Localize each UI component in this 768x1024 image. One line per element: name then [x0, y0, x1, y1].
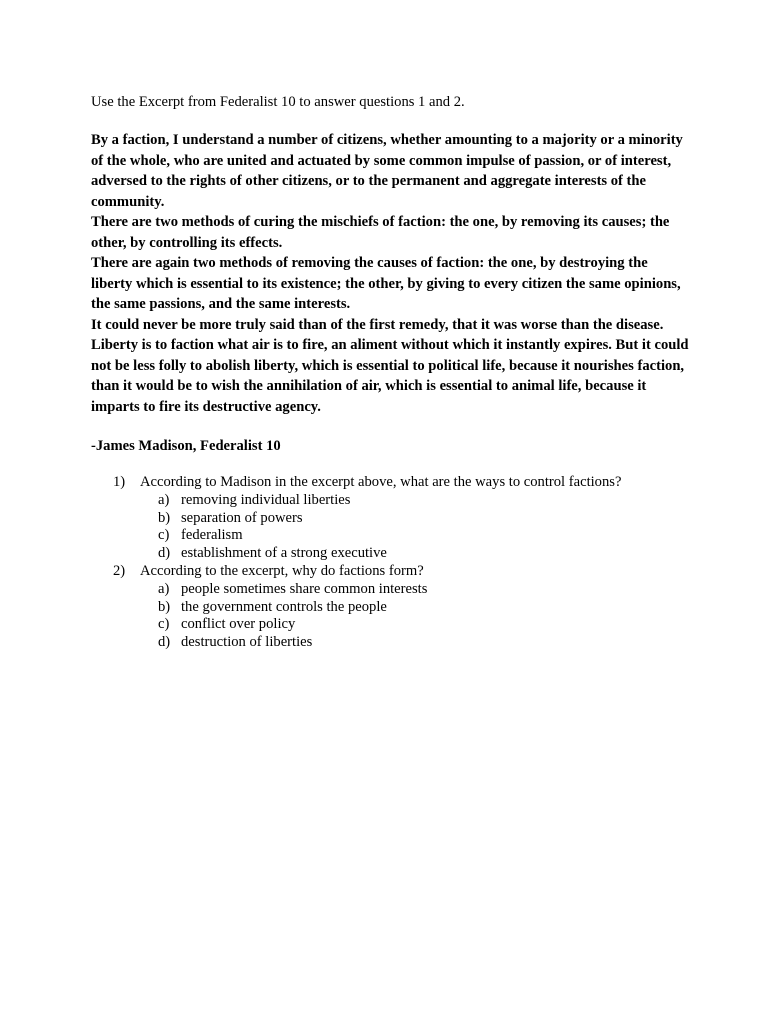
- option-text: establishment of a strong executive: [181, 545, 387, 562]
- option-letter: a): [158, 580, 170, 597]
- question-text: According to the excerpt, why do factions form?: [140, 562, 424, 579]
- excerpt-paragraph: There are again two methods of removing the causes of faction: the one, by destroying the liberty which is essential to its existence; the other, by giving to every citizen the same opinions, the same passions, and the same interests.: [91, 255, 681, 312]
- option-letter: b): [158, 509, 171, 526]
- option-list: [140, 492, 691, 563]
- option-letter: a): [158, 491, 170, 508]
- question-item: [91, 474, 691, 563]
- answer-option: [140, 510, 691, 528]
- federalist-excerpt: [91, 130, 691, 417]
- excerpt-attribution: -James Madison, Federalist 10: [91, 438, 281, 454]
- answer-option: [140, 492, 691, 510]
- excerpt-paragraph: By a faction, I understand a number of citizens, whether amounting to a majority or a minority of the whole, who are united and actuated by some common impulse of passion, or of interest, adversed to the rights of other citizens, or to the permanent and aggregate interests of the community.: [91, 132, 683, 210]
- excerpt-paragraph: There are two methods of curing the mischiefs of faction: the one, by removing its causes; the other, by controlling its effects.: [91, 214, 670, 251]
- answer-option: [140, 634, 691, 652]
- question-number: 1): [113, 474, 126, 490]
- option-letter: b): [158, 598, 171, 615]
- option-text: the government controls the people: [181, 598, 387, 615]
- answer-option: [140, 581, 691, 599]
- instruction-text: Use the Excerpt from Federalist 10 to answer questions 1 and 2.: [91, 94, 465, 110]
- option-text: separation of powers: [181, 509, 303, 526]
- question-list: [91, 474, 691, 652]
- answer-option: [140, 527, 691, 545]
- answer-option: [140, 616, 691, 634]
- option-text: people sometimes share common interests: [181, 580, 428, 597]
- question-item: [91, 563, 691, 652]
- option-list: [140, 581, 691, 652]
- option-letter: c): [158, 527, 170, 544]
- option-letter: d): [158, 545, 171, 562]
- option-text: federalism: [181, 527, 243, 544]
- option-letter: d): [158, 634, 171, 651]
- answer-option: [140, 599, 691, 617]
- option-text: conflict over policy: [181, 616, 296, 633]
- question-text: According to Madison in the excerpt above, what are the ways to control factions?: [140, 474, 622, 490]
- excerpt-paragraph: It could never be more truly said than of the first remedy, that it was worse than the disease. Liberty is to faction what air is to fire, an aliment without which it instantly expires. But it could not be less folly to abolish liberty, which is essential to political life, because it nourishes faction, than it would be to wish the annihilation of air, which is essential to animal life, because it imparts to fire its destructive agency.: [91, 316, 689, 415]
- option-text: destruction of liberties: [181, 634, 313, 651]
- question-number: 2): [113, 562, 126, 579]
- document-page: [91, 92, 691, 667]
- option-letter: c): [158, 616, 170, 633]
- answer-option: [140, 545, 691, 563]
- option-text: removing individual liberties: [181, 491, 351, 508]
